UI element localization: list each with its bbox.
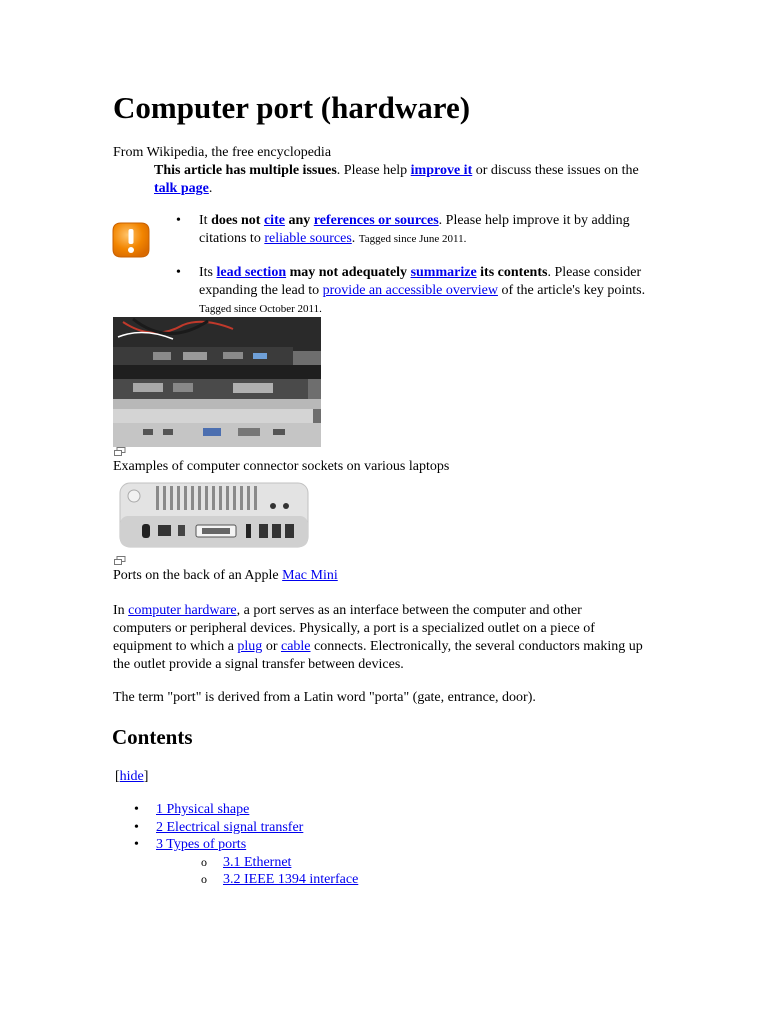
para-text: or xyxy=(262,639,281,654)
computer-hardware-link[interactable]: computer hardware xyxy=(128,603,237,618)
toc-item xyxy=(134,819,358,837)
reliable-sources-link[interactable]: reliable sources xyxy=(264,231,352,246)
issues-list xyxy=(176,212,646,334)
issue-text: . xyxy=(351,231,359,246)
issue-text: . Please consider expanding the lead to xyxy=(199,265,642,298)
issue-tag-date: Tagged since October 2011. xyxy=(199,303,322,315)
tagline: From Wikipedia, the free encyclopedia xyxy=(113,145,332,160)
para-text: connects. Electronically, the several conductors making up the outlet provide a signal transfer between devices. xyxy=(113,639,643,672)
talk-page-link[interactable]: talk page xyxy=(154,181,209,196)
toc-link-types-of-ports[interactable]: 3 Types of ports xyxy=(156,837,247,852)
laptops-photo[interactable] xyxy=(113,317,321,453)
para-text: In xyxy=(113,603,129,618)
issue-tag-date: Tagged since June 2011. xyxy=(358,233,467,245)
figure-caption-mac-mini xyxy=(113,567,338,585)
issue-text: Its xyxy=(199,265,217,280)
toc-subitem xyxy=(201,854,358,872)
intro-paragraph xyxy=(113,602,643,674)
accessible-overview-link[interactable]: provide an accessible overview xyxy=(322,283,498,298)
mac-mini-photo[interactable] xyxy=(114,480,312,558)
summarize-link[interactable]: summarize xyxy=(410,265,477,280)
toc-link-ieee1394[interactable]: 3.2 IEEE 1394 interface xyxy=(223,872,359,887)
issue-text: of the article's key points. xyxy=(497,283,646,298)
bracket: [ xyxy=(115,769,120,784)
issue-item-lead xyxy=(176,264,646,318)
cite-link[interactable]: cite xyxy=(263,213,285,228)
figure-caption-laptops: Examples of computer connector sockets on various laptops xyxy=(113,459,450,474)
toc-item xyxy=(134,836,358,889)
ambox-text: . xyxy=(208,181,213,196)
mac-mini-link[interactable]: Mac Mini xyxy=(282,568,338,583)
table-of-contents xyxy=(134,801,358,889)
cable-link[interactable]: cable xyxy=(280,639,311,654)
ambox-intro xyxy=(154,162,664,198)
warning-icon xyxy=(112,222,150,264)
issue-text: . Please help improve it by adding citations to xyxy=(199,213,630,246)
page-title: Computer port (hardware) xyxy=(113,90,471,125)
toc-item xyxy=(134,801,358,819)
improve-it-link[interactable]: improve it xyxy=(410,163,473,178)
etymology-paragraph: The term "port" is derived from a Latin word "porta" (gate, entrance, door). xyxy=(113,690,536,705)
caption-text: Ports on the back of an Apple xyxy=(113,568,283,583)
issue-bold: does not xyxy=(211,213,261,228)
para-text: , a port serves as an interface between the computer and other computers or peripheral devices. Physically, a port is a specialized outlet on a piece of equipment to which a xyxy=(113,603,595,654)
toc-link-electrical-signal[interactable]: 2 Electrical signal transfer xyxy=(156,819,304,835)
toc-link-physical-shape[interactable]: 1 Physical shape xyxy=(156,802,250,817)
issue-item-citations xyxy=(176,212,646,248)
contents-heading: Contents xyxy=(112,725,193,749)
hide-toc-link[interactable]: hide xyxy=(119,769,144,784)
toc-toggle xyxy=(115,768,148,786)
issue-bold: may not adequately xyxy=(289,265,408,280)
ambox-intro-bold: This article has multiple issues xyxy=(154,163,337,178)
toc-subitem xyxy=(201,871,358,889)
plug-link[interactable]: plug xyxy=(237,639,263,654)
lead-section-link[interactable]: lead section xyxy=(216,265,287,280)
references-link[interactable]: references or sources xyxy=(313,213,439,228)
issue-bold: its contents xyxy=(480,265,548,280)
toc-sublist xyxy=(156,854,358,889)
issue-text: It xyxy=(199,213,212,228)
issue-bold: any xyxy=(288,213,311,228)
ambox-text: or discuss these issues on the xyxy=(472,163,639,178)
ambox-text: . Please help xyxy=(336,163,411,178)
bracket: ] xyxy=(143,769,149,784)
toc-link-ethernet[interactable]: 3.1 Ethernet xyxy=(223,854,292,870)
